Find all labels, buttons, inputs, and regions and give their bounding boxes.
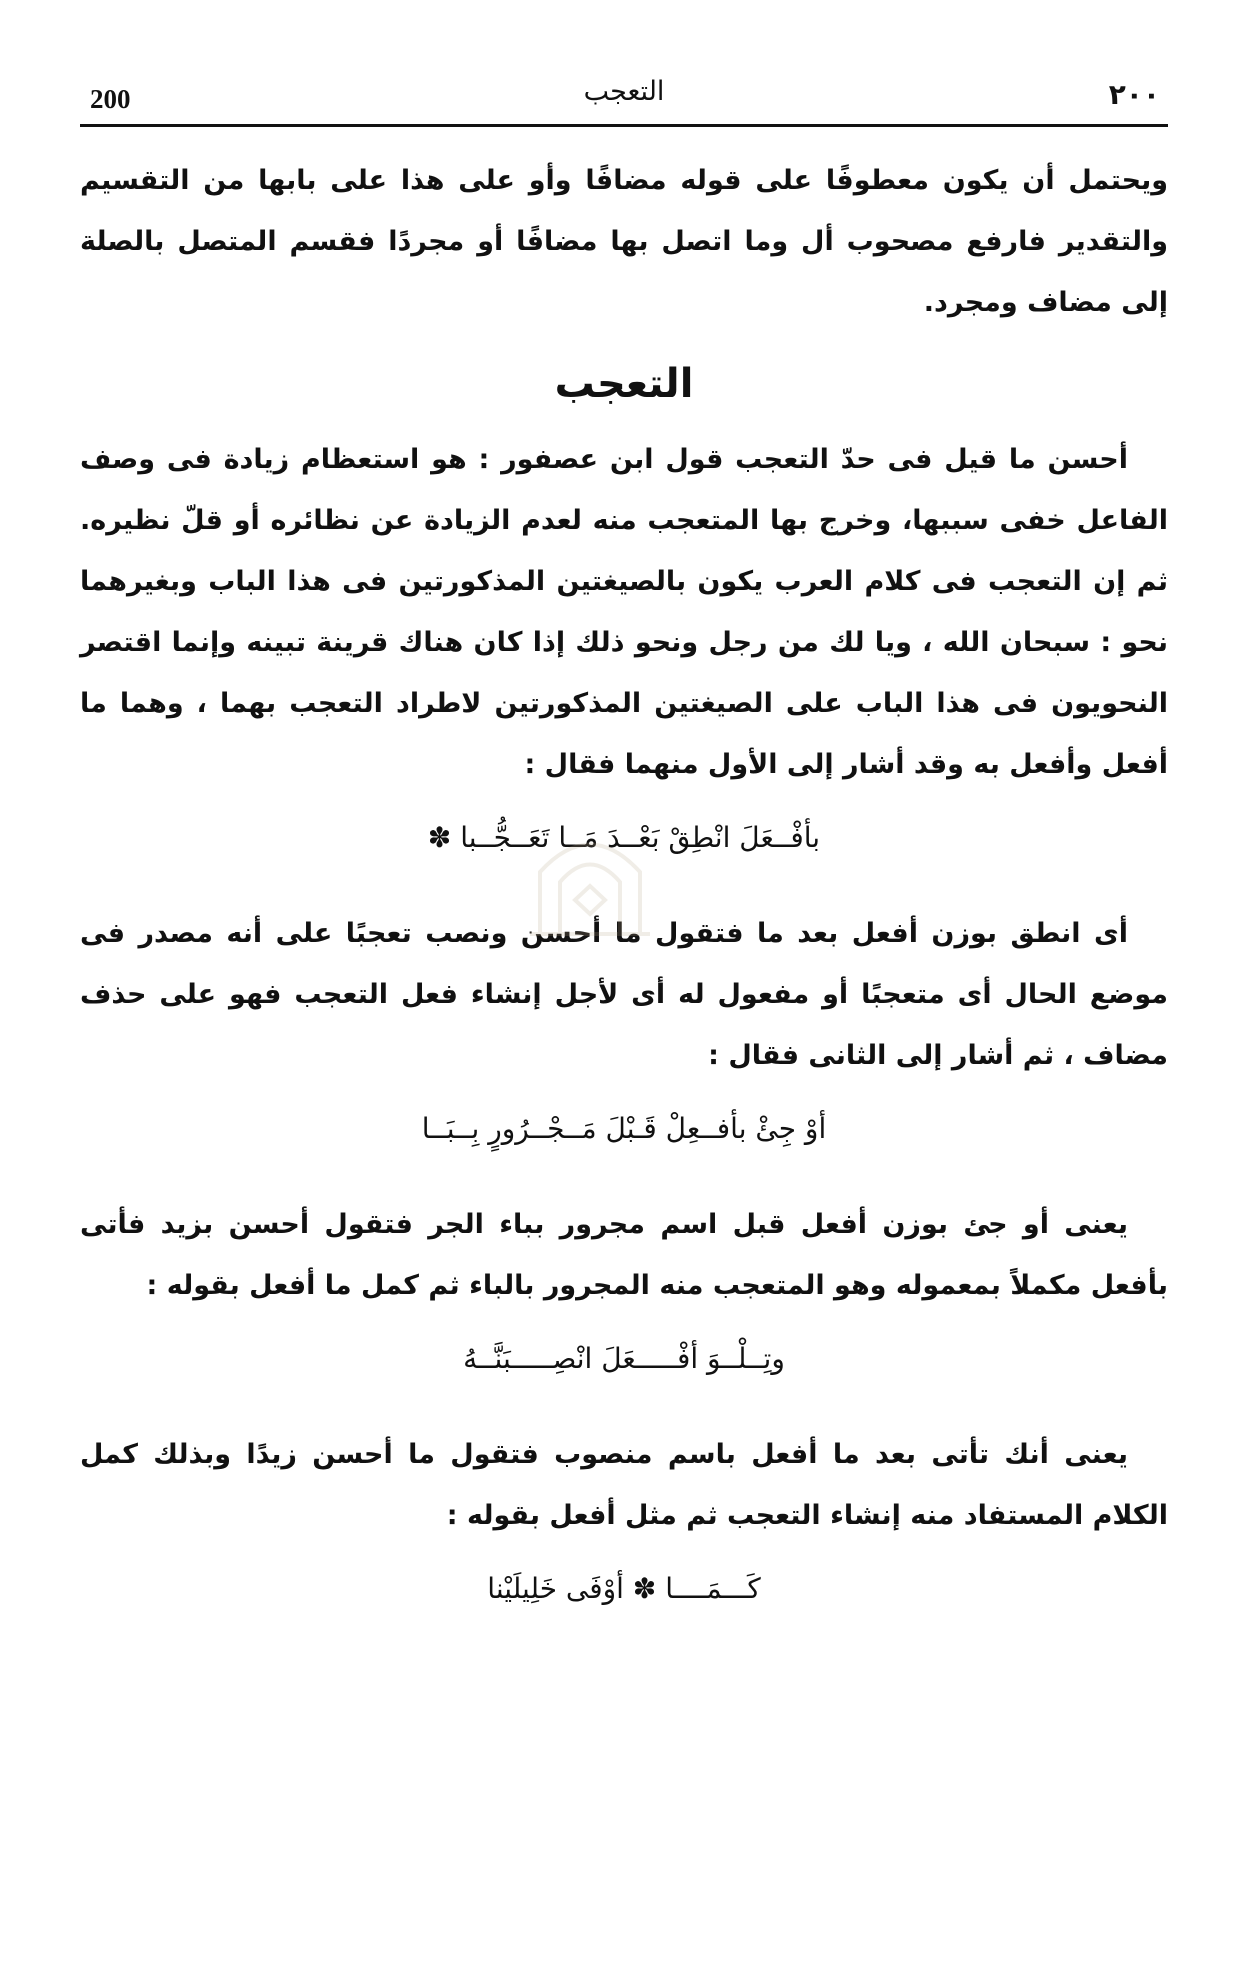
paragraph-explanation-1: أى انطق بوزن أفعل بعد ما فتقول ما أحسن ونصب تعجبًا على أنه مصدر فى موضع الحال أى متعجبًا أو مفعول له أى لأجل إنشاء فعل التعجب فهو على حذف مضاف ، ثم أشار إلى الثانى فقال : bbox=[80, 918, 1168, 1071]
running-title: التعجب bbox=[583, 76, 665, 107]
paragraph-continuation: ويحتمل أن يكون معطوفًا على قوله مضافًا وأو على هذا على بابها من التقسيم والتقدير فارفع مصحوب أل وما اتصل بها مضافًا أو مجردًا فقسم المتصل بالصلة إلى مضاف ومجرد. bbox=[80, 165, 1168, 318]
paragraph-explanation-2: يعنى أو جئ بوزن أفعل قبل اسم مجرور بباء الجر فتقول أحسن بزيد فأتى بأفعل مكملاً بمعموله وهو المتعجب منه المجرور بالباء ثم كمل ما أفعل بقوله : bbox=[80, 1209, 1168, 1301]
verse-line-1: بأفْــعَلَ انْطِقْ بَعْــدَ مَــا تَعَــجُّــبا ✽ bbox=[427, 821, 821, 854]
verse-line-2: أوْ جِئْ بأفــعِلْ قَـبْلَ مَــجْــرُورٍ بِــبَــا bbox=[421, 1112, 827, 1145]
section-title: التعجب bbox=[554, 361, 694, 407]
page-header bbox=[80, 70, 1168, 127]
page-number-latin: 200 bbox=[90, 84, 131, 114]
verse-line-3: وتِــلْــوَ أفْـــــعَلَ انْصِـــــبَنَّــهُ bbox=[463, 1342, 785, 1375]
verse-line-4: كَـــمَــــا ✽ أوْفَى خَلِيلَيْنا bbox=[487, 1572, 761, 1605]
paragraph-definition: أحسن ما قيل فى حدّ التعجب قول ابن عصفور : هو استعظام زيادة فى وصف الفاعل خفى سببها، وخرج بها المتعجب منه لعدم الزيادة عن نظائره أو قلّ نظيره. ثم إن التعجب فى كلام العرب يكون بالصيغتين المذكورتين فى هذا الباب وبغيرهما نحو : سبحان الله ، ويا لك من رجل ونحو ذلك إذا كان هناك قرينة تبينه وإنما اقتصر النحويون فى هذا الباب على الصيغتين المذكورتين لاطراد التعجب بهما ، وهما ما أفعل وأفعل به وقد أشار إلى الأول منهما فقال : bbox=[80, 444, 1168, 780]
paragraph-explanation-3: يعنى أنك تأتى بعد ما أفعل باسم منصوب فتقول ما أحسن زيدًا وبذلك كمل الكلام المستفاد منه إنشاء التعجب ثم مثل أفعل بقوله : bbox=[80, 1439, 1168, 1531]
page-number-arabic: ٢٠٠ bbox=[1108, 78, 1160, 111]
library-seal-icon bbox=[520, 822, 660, 942]
